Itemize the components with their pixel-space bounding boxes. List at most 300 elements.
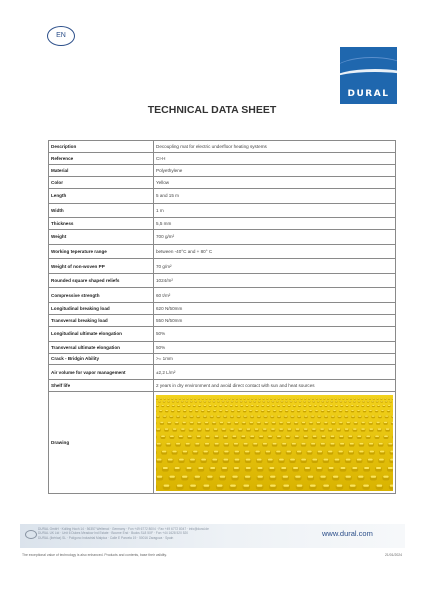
mat-relief-highlight	[384, 435, 388, 437]
spec-label: Working teperature range	[49, 244, 154, 259]
mat-relief-highlight	[338, 450, 343, 452]
mat-relief-highlight	[244, 415, 247, 416]
mat-relief-highlight	[339, 421, 342, 422]
spec-label: Length	[49, 188, 154, 203]
mat-relief-highlight	[236, 401, 238, 402]
mat-relief-highlight	[163, 401, 165, 402]
mat-relief-highlight	[332, 421, 335, 422]
mat-relief-highlight	[263, 401, 265, 402]
mat-relief-highlight	[172, 405, 174, 406]
mat-relief-highlight	[214, 405, 216, 406]
mat-relief-highlight	[250, 421, 253, 422]
footer-address	[38, 527, 298, 540]
mat-relief-highlight	[320, 428, 324, 429]
mat-relief-highlight	[340, 467, 345, 469]
mat-relief-highlight	[376, 401, 378, 402]
mat-relief-highlight	[164, 398, 166, 399]
mat-relief-highlight	[346, 398, 348, 399]
mat-relief-highlight	[248, 398, 250, 399]
mat-relief-highlight	[305, 467, 310, 469]
mat-relief-highlight	[367, 405, 369, 406]
mat-relief-highlight	[251, 415, 254, 416]
mat-relief-highlight	[169, 475, 174, 477]
mat-relief-highlight	[290, 401, 292, 402]
mat-relief-highlight	[341, 405, 343, 406]
mat-relief-highlight	[279, 428, 283, 429]
mat-relief-highlight	[338, 415, 341, 416]
mat-relief-highlight	[263, 398, 265, 399]
mat-relief-highlight	[222, 428, 226, 429]
mat-relief-highlight	[175, 421, 178, 422]
mat-relief-highlight	[163, 415, 166, 416]
mat-relief-highlight	[318, 415, 321, 416]
mat-relief-highlight	[304, 435, 308, 437]
spec-value: 50%	[154, 341, 396, 353]
mat-relief-highlight	[379, 442, 383, 444]
mat-relief-highlight	[157, 428, 161, 429]
mat-relief-highlight	[269, 467, 274, 469]
mat-relief-highlight	[157, 442, 161, 444]
spec-label: Compressive strength	[49, 288, 154, 303]
mat-relief-highlight	[311, 442, 315, 444]
mat-relief-highlight	[283, 475, 288, 477]
mat-relief-highlight	[168, 458, 173, 460]
mat-relief-highlight	[232, 475, 237, 477]
mat-relief-highlight	[168, 398, 170, 399]
spec-label: Rounded square shaped reliefs	[49, 273, 154, 288]
mat-relief-highlight	[230, 415, 233, 416]
mat-relief-highlight	[376, 484, 382, 486]
mat-relief-highlight	[333, 475, 338, 477]
mat-relief-highlight	[190, 484, 196, 486]
mat-relief-highlight	[235, 450, 240, 452]
mat-relief-highlight	[250, 435, 254, 437]
mat-relief-highlight	[177, 401, 179, 402]
mat-relief-highlight	[257, 458, 262, 460]
mat-relief-highlight	[171, 410, 174, 411]
mat-relief-highlight	[157, 458, 162, 460]
mat-relief-highlight	[375, 410, 378, 411]
mat-relief-highlight	[301, 442, 305, 444]
mat-relief-highlight	[288, 428, 292, 429]
mat-relief-highlight	[195, 442, 199, 444]
mat-relief-highlight	[202, 398, 204, 399]
mat-relief-highlight	[352, 415, 355, 416]
spec-label: Transversal ultimate elongation	[49, 341, 154, 353]
mat-relief-highlight	[357, 435, 361, 437]
mat-relief-highlight	[246, 467, 251, 469]
mat-relief-highlight	[311, 415, 314, 416]
mat-relief-highlight	[237, 410, 240, 411]
spec-row	[49, 141, 396, 153]
mat-relief-highlight	[213, 398, 215, 399]
mat-relief-highlight	[198, 467, 203, 469]
mat-relief-highlight	[190, 421, 193, 422]
mat-relief-highlight	[181, 428, 185, 429]
mat-relief-highlight	[246, 405, 248, 406]
mat-relief-highlight	[279, 458, 284, 460]
mat-relief-highlight	[276, 450, 281, 452]
mat-relief-highlight	[195, 410, 198, 411]
mat-relief-highlight	[391, 421, 393, 422]
mat-relief-highlight	[366, 435, 370, 437]
spec-value: 5,5 mm	[154, 218, 396, 230]
drawing-label: Drawing	[49, 392, 154, 494]
mat-relief-highlight	[362, 421, 365, 422]
mat-relief-highlight	[347, 421, 350, 422]
mat-relief-highlight	[388, 442, 392, 444]
mat-relief-highlight	[265, 421, 268, 422]
mat-relief-highlight	[170, 415, 173, 416]
mat-relief-highlight	[243, 484, 249, 486]
spec-row	[49, 353, 396, 365]
mat-relief-highlight	[164, 484, 170, 486]
mat-relief-highlight	[324, 421, 327, 422]
mat-relief-highlight	[325, 405, 327, 406]
mat-relief-highlight	[339, 410, 342, 411]
mat-relief-highlight	[156, 398, 158, 399]
spec-row	[49, 152, 396, 164]
mat-relief-highlight	[177, 484, 183, 486]
website-link[interactable]: www.dural.com	[322, 529, 373, 538]
footer-logo-icon	[25, 530, 37, 539]
mat-relief-highlight	[199, 401, 201, 402]
mat-relief-highlight	[390, 450, 393, 452]
mat-relief-highlight	[162, 405, 164, 406]
mat-relief-highlight	[175, 398, 177, 399]
mat-relief-highlight	[286, 401, 288, 402]
mat-relief-highlight	[387, 410, 390, 411]
mat-relief-highlight	[351, 410, 354, 411]
mat-relief-highlight	[234, 467, 239, 469]
mat-relief-highlight	[290, 458, 295, 460]
mat-relief-highlight	[304, 428, 308, 429]
mat-relief-highlight	[304, 401, 306, 402]
mat-relief-highlight	[359, 442, 363, 444]
mat-relief-highlight	[390, 458, 393, 460]
mat-relief-highlight	[322, 401, 324, 402]
mat-relief-highlight	[274, 398, 276, 399]
mat-relief-highlight	[376, 467, 381, 469]
mat-relief-highlight	[188, 405, 190, 406]
mat-relief-highlight	[308, 401, 310, 402]
mat-relief-highlight	[305, 398, 307, 399]
mat-relief-highlight	[357, 458, 362, 460]
mat-relief-highlight	[171, 398, 173, 399]
mat-relief-highlight	[386, 428, 390, 429]
mat-relief-highlight	[358, 415, 361, 416]
mat-relief-highlight	[162, 450, 167, 452]
mat-relief-highlight	[364, 467, 369, 469]
mat-relief-highlight	[367, 401, 369, 402]
mat-relief-highlight	[369, 410, 372, 411]
mat-relief-highlight	[197, 435, 201, 437]
spec-value: ±2,2 L/m²	[154, 365, 396, 380]
mat-relief-highlight	[315, 410, 318, 411]
mat-relief-highlight	[183, 410, 186, 411]
mat-relief-highlight	[313, 435, 317, 437]
mat-relief-highlight	[198, 421, 201, 422]
mat-relief-highlight	[321, 442, 325, 444]
mat-relief-highlight	[313, 401, 315, 402]
mat-relief-highlight	[322, 435, 326, 437]
mat-relief-highlight	[304, 415, 307, 416]
mat-relief-highlight	[204, 405, 206, 406]
spec-value: 700 g/m²	[154, 230, 396, 245]
spec-row	[49, 302, 396, 314]
spec-label: Material	[49, 164, 154, 176]
mat-relief-highlight	[288, 405, 290, 406]
mat-relief-highlight	[207, 475, 212, 477]
mat-relief-highlight	[293, 398, 295, 399]
mat-relief-highlight	[241, 435, 245, 437]
mat-relief-highlight	[243, 410, 246, 411]
mat-relief-highlight	[343, 398, 345, 399]
mat-relief-highlight	[293, 467, 298, 469]
mat-relief-highlight	[204, 415, 207, 416]
mat-relief-highlight	[350, 442, 354, 444]
mat-relief-highlight	[163, 467, 168, 469]
mat-relief-highlight	[225, 398, 227, 399]
mat-relief-highlight	[237, 415, 240, 416]
mat-relief-highlight	[297, 484, 303, 486]
mat-relief-highlight	[257, 467, 262, 469]
mat-relief-highlight	[208, 401, 210, 402]
mat-relief-highlight	[335, 458, 340, 460]
mat-relief-highlight	[299, 401, 301, 402]
mat-relief-highlight	[244, 398, 246, 399]
spec-label: Description	[49, 141, 154, 153]
mat-relief-highlight	[351, 405, 353, 406]
mat-relief-highlight	[309, 421, 312, 422]
mat-relief-highlight	[359, 450, 364, 452]
mat-relief-highlight	[335, 405, 337, 406]
mat-relief-highlight	[263, 428, 267, 429]
mat-relief-highlight	[190, 415, 193, 416]
mat-relief-highlight	[186, 442, 190, 444]
mat-relief-highlight	[325, 415, 328, 416]
mat-relief-highlight	[232, 398, 234, 399]
mat-relief-highlight	[245, 450, 250, 452]
mat-relief-highlight	[344, 401, 346, 402]
mat-relief-highlight	[222, 467, 227, 469]
mat-relief-highlight	[329, 467, 334, 469]
mat-relief-highlight	[167, 405, 169, 406]
mat-relief-highlight	[377, 405, 379, 406]
mat-relief-highlight	[183, 398, 185, 399]
mat-relief-highlight	[349, 450, 354, 452]
mat-relief-highlight	[203, 450, 208, 452]
language-badge[interactable]: EN	[47, 26, 75, 46]
mat-relief-highlight	[262, 405, 264, 406]
mat-relief-highlight	[270, 484, 276, 486]
mat-relief-highlight	[220, 405, 222, 406]
mat-relief-highlight	[339, 398, 341, 399]
mat-relief-highlight	[217, 398, 219, 399]
mat-relief-highlight	[358, 475, 363, 477]
mat-relief-highlight	[218, 401, 220, 402]
mat-relief-highlight	[384, 421, 387, 422]
mat-relief-highlight	[230, 428, 234, 429]
spec-value: 60 t/m²	[154, 288, 396, 303]
spec-label: Weight	[49, 230, 154, 245]
mat-relief-highlight	[166, 442, 170, 444]
mat-relief-highlight	[365, 415, 368, 416]
spec-label: Shelf life	[49, 380, 154, 392]
mat-relief-highlight	[301, 398, 303, 399]
mat-relief-highlight	[298, 405, 300, 406]
mat-relief-highlight	[214, 450, 219, 452]
mat-relief-highlight	[183, 421, 186, 422]
mat-relief-highlight	[280, 421, 283, 422]
mat-relief-highlight	[388, 467, 393, 469]
mat-relief-highlight	[352, 467, 357, 469]
mat-relief-highlight	[219, 410, 222, 411]
dural-logo	[340, 47, 397, 104]
mat-relief-highlight	[295, 435, 299, 437]
logo-brand-text: DURAL	[347, 89, 390, 99]
mat-relief-highlight	[231, 401, 233, 402]
mat-relief-highlight	[159, 410, 162, 411]
mat-relief-highlight	[287, 421, 290, 422]
mat-relief-highlight	[379, 458, 384, 460]
mat-relief-highlight	[310, 484, 316, 486]
mat-relief-highlight	[293, 405, 295, 406]
mat-relief-highlight	[309, 410, 312, 411]
mat-relief-highlight	[320, 398, 322, 399]
mat-relief-highlight	[213, 410, 216, 411]
mat-relief-highlight	[183, 450, 188, 452]
mat-relief-highlight	[308, 398, 310, 399]
mat-relief-highlight	[186, 467, 191, 469]
mat-relief-highlight	[225, 405, 227, 406]
mat-relief-highlight	[326, 401, 328, 402]
mat-relief-highlight	[283, 484, 289, 486]
mat-relief-highlight	[231, 410, 234, 411]
mat-relief-highlight	[206, 435, 210, 437]
mat-relief-highlight	[331, 398, 333, 399]
mat-relief-highlight	[249, 410, 252, 411]
mat-relief-highlight	[314, 405, 316, 406]
mat-relief-highlight	[307, 450, 312, 452]
spec-row	[49, 244, 396, 259]
mat-relief-highlight	[295, 475, 300, 477]
mat-relief-highlight	[356, 405, 358, 406]
spec-value: 620 N/50mm	[154, 302, 396, 314]
mat-relief-highlight	[224, 415, 227, 416]
mat-relief-highlight	[358, 398, 360, 399]
mat-relief-highlight	[331, 435, 335, 437]
mat-relief-highlight	[179, 458, 184, 460]
mat-relief-highlight	[195, 475, 200, 477]
spec-label: Longitudinal breaking load	[49, 302, 154, 314]
mat-relief-highlight	[272, 401, 274, 402]
mat-relief-highlight	[221, 398, 223, 399]
mat-relief-highlight	[238, 428, 242, 429]
mat-relief-highlight	[255, 410, 258, 411]
mat-relief-highlight	[392, 415, 393, 416]
mat-relief-highlight	[331, 415, 334, 416]
mat-relief-highlight	[235, 421, 238, 422]
mat-relief-highlight	[354, 421, 357, 422]
mat-relief-highlight	[257, 484, 263, 486]
mat-relief-highlight	[294, 421, 297, 422]
mat-relief-highlight	[204, 401, 206, 402]
mat-relief-highlight	[335, 401, 337, 402]
mat-relief-highlight	[333, 410, 336, 411]
spec-label: Weight of non-woven PP	[49, 259, 154, 274]
mat-relief-highlight	[380, 450, 385, 452]
mat-relief-highlight	[289, 398, 291, 399]
spec-row	[49, 365, 396, 380]
spec-row	[49, 326, 396, 341]
mat-relief-highlight	[353, 428, 357, 429]
spec-row	[49, 164, 396, 176]
mat-relief-highlight	[201, 410, 204, 411]
mat-relief-highlight	[281, 401, 283, 402]
mat-relief-highlight	[188, 435, 192, 437]
mat-relief-highlight	[292, 442, 296, 444]
mat-relief-highlight	[286, 398, 288, 399]
mat-relief-highlight	[271, 428, 275, 429]
mat-relief-highlight	[259, 398, 261, 399]
mat-relief-highlight	[383, 405, 385, 406]
mat-relief-highlight	[378, 428, 382, 429]
mat-relief-highlight	[321, 410, 324, 411]
mat-relief-highlight	[317, 401, 319, 402]
mat-relief-highlight	[372, 405, 374, 406]
mat-relief-highlight	[279, 410, 282, 411]
spec-value: 50%	[154, 326, 396, 341]
mat-relief-highlight	[193, 405, 195, 406]
mat-relief-highlight	[268, 458, 273, 460]
page-title: TECHNICAL DATA SHEET	[147, 104, 277, 116]
mat-relief-highlight	[286, 435, 290, 437]
mat-relief-highlight	[240, 398, 242, 399]
mat-relief-highlight	[198, 428, 202, 429]
mat-relief-highlight	[345, 415, 348, 416]
mat-relief-highlight	[309, 405, 311, 406]
mat-relief-highlight	[369, 442, 373, 444]
mat-relief-highlight	[176, 442, 180, 444]
spec-row	[49, 380, 396, 392]
mat-relief-highlight	[340, 401, 342, 402]
mat-relief-highlight	[187, 398, 189, 399]
spec-label: Reference	[49, 152, 154, 164]
mat-relief-highlight	[272, 405, 274, 406]
mat-relief-highlight	[330, 405, 332, 406]
mat-relief-highlight	[297, 410, 300, 411]
mat-relief-highlight	[320, 405, 322, 406]
mat-relief-highlight	[257, 415, 260, 416]
mat-relief-highlight	[369, 421, 372, 422]
mat-illustration	[156, 395, 393, 491]
mat-relief-highlight	[297, 398, 299, 399]
spec-label: Longitudinal ultimate elongation	[49, 326, 154, 341]
mat-relief-highlight	[277, 435, 281, 437]
mat-relief-highlight	[383, 475, 388, 477]
mat-relief-highlight	[190, 401, 192, 402]
mat-relief-highlight	[272, 421, 275, 422]
mat-relief-highlight	[234, 442, 238, 444]
mat-relief-highlight	[337, 484, 343, 486]
mat-relief-highlight	[271, 415, 274, 416]
mat-relief-highlight	[210, 467, 215, 469]
mat-relief-highlight	[324, 398, 326, 399]
mat-relief-highlight	[225, 410, 228, 411]
mat-relief-highlight	[227, 401, 229, 402]
mat-relief-highlight	[181, 401, 183, 402]
